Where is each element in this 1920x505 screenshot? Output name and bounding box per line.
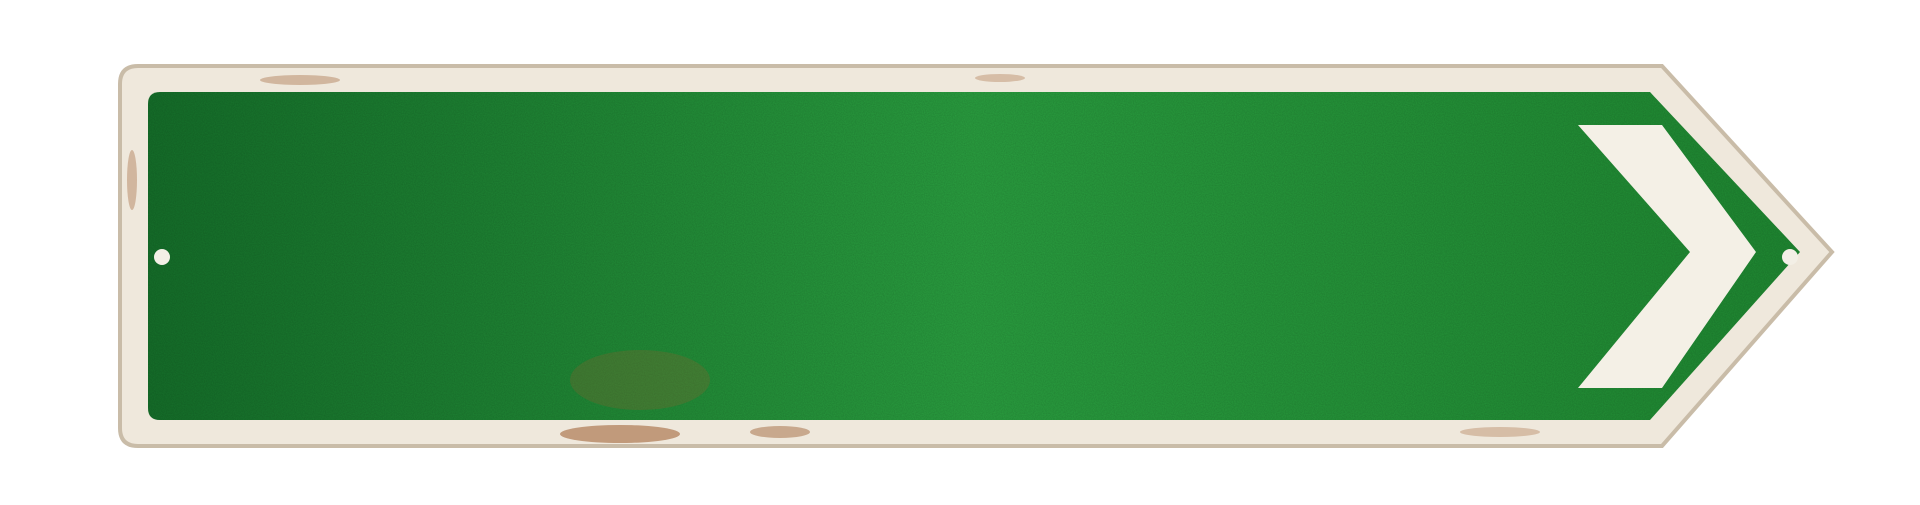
mounting-hole-icon [1782, 249, 1798, 265]
mounting-hole-icon [154, 249, 170, 265]
face-rust-stain [570, 350, 710, 410]
